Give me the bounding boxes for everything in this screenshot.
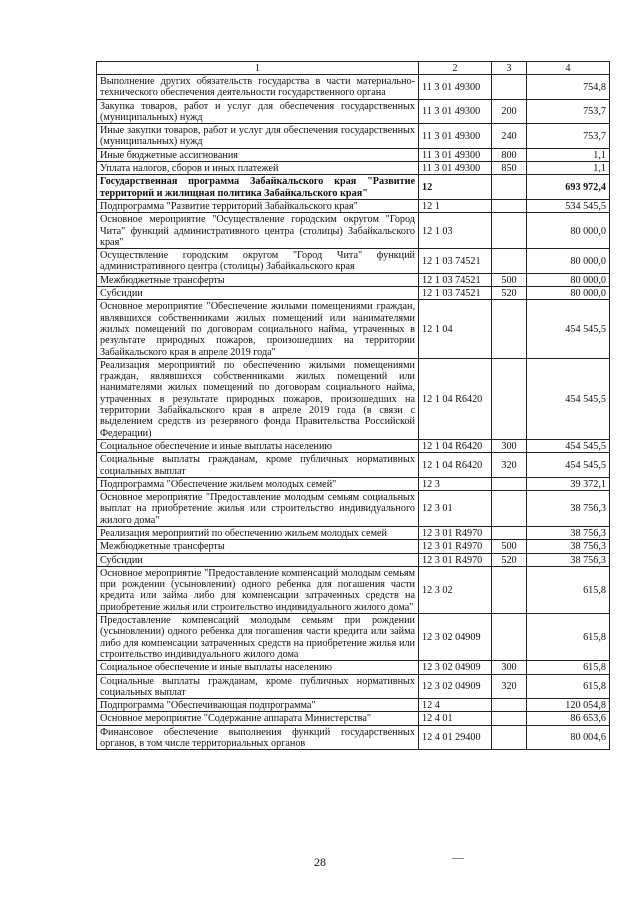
table-row	[97, 273, 610, 286]
header-row	[97, 62, 610, 75]
row-amount-cell: 86 653,6	[527, 712, 610, 725]
table-row	[97, 99, 610, 124]
row-type-cell	[492, 175, 527, 200]
row-type-cell	[492, 491, 527, 527]
row-name-cell: Выполнение других обязательств государства в части материально-технического обеспечения деятельности государственного органа	[97, 75, 419, 100]
row-type-cell	[492, 358, 527, 439]
header-col-1: 1	[97, 62, 419, 75]
header-col-4: 4	[527, 62, 610, 75]
row-name-cell: Субсидии	[97, 287, 419, 300]
row-type-cell: 850	[492, 162, 527, 175]
row-code-cell: 12 1 03	[419, 213, 492, 249]
row-type-cell: 520	[492, 553, 527, 566]
row-code-cell: 11 3 01 49300	[419, 75, 492, 100]
row-code-cell: 12 1	[419, 199, 492, 212]
row-type-cell	[492, 725, 527, 750]
row-amount-cell: 753,7	[527, 99, 610, 124]
row-type-cell: 300	[492, 439, 527, 452]
row-code-cell: 12 4 01	[419, 712, 492, 725]
row-type-cell: 200	[492, 99, 527, 124]
row-amount-cell: 615,8	[527, 661, 610, 674]
row-type-cell	[492, 213, 527, 249]
row-amount-cell: 754,8	[527, 75, 610, 100]
table-row	[97, 477, 610, 490]
row-name-cell: Подпрограмма "Развитие территорий Забайкальского края"	[97, 199, 419, 212]
table-row	[97, 358, 610, 439]
row-type-cell	[492, 614, 527, 661]
row-code-cell: 12 3 01 R4970	[419, 553, 492, 566]
row-name-cell: Субсидии	[97, 553, 419, 566]
row-amount-cell: 615,8	[527, 566, 610, 613]
row-name-cell: Реализация мероприятий по обеспечению жилыми помещениями граждан, являвшихся собственниками жилых помещений или нанимателями жилых помещений по договорам социального найма, утраченных в результате природных пожаров, произошедших на территории Забайкальского края в апреле 2019 года (в связи с выделением средств из резервного фонда Правительства Российской Федерации)	[97, 358, 419, 439]
table-row	[97, 148, 610, 161]
row-type-cell: 300	[492, 661, 527, 674]
row-code-cell: 12 1 03 74521	[419, 249, 492, 274]
row-code-cell: 11 3 01 49300	[419, 148, 492, 161]
row-type-cell	[492, 300, 527, 358]
row-code-cell: 12 4 01 29400	[419, 725, 492, 750]
table-row	[97, 439, 610, 452]
budget-table-body	[97, 62, 610, 750]
row-name-cell: Социальные выплаты гражданам, кроме публичных нормативных социальных выплат	[97, 674, 419, 699]
row-amount-cell: 1,1	[527, 148, 610, 161]
row-amount-cell: 38 756,3	[527, 526, 610, 539]
row-amount-cell: 454 545,5	[527, 439, 610, 452]
table-row	[97, 75, 610, 100]
row-name-cell: Иные закупки товаров, работ и услуг для обеспечения государственных (муниципальных) нужд	[97, 124, 419, 149]
row-type-cell	[492, 249, 527, 274]
row-name-cell: Закупка товаров, работ и услуг для обеспечения государственных (муниципальных) нужд	[97, 99, 419, 124]
row-amount-cell: 38 756,3	[527, 491, 610, 527]
row-type-cell	[492, 699, 527, 712]
row-amount-cell: 80 000,0	[527, 273, 610, 286]
budget-table	[96, 61, 610, 750]
row-name-cell: Межбюджетные трансферты	[97, 273, 419, 286]
table-row	[97, 175, 610, 200]
row-name-cell: Уплата налогов, сборов и иных платежей	[97, 162, 419, 175]
row-name-cell: Осуществление городским округом "Город Чита" функций административного центра (столицы) Забайкальского края	[97, 249, 419, 274]
row-name-cell: Подпрограмма "Обеспечение жильем молодых семей"	[97, 477, 419, 490]
row-code-cell: 12 1 04 R6420	[419, 453, 492, 478]
row-name-cell: Государственная программа Забайкальского края "Развитие территорий и жилищная политика Забайкальского края"	[97, 175, 419, 200]
row-amount-cell: 753,7	[527, 124, 610, 149]
row-code-cell: 12 3 02 04909	[419, 674, 492, 699]
row-code-cell: 12 1 04 R6420	[419, 358, 492, 439]
row-type-cell: 320	[492, 674, 527, 699]
scan-mark	[452, 858, 464, 859]
row-name-cell: Социальные выплаты гражданам, кроме публичных нормативных социальных выплат	[97, 453, 419, 478]
row-amount-cell: 80 000,0	[527, 287, 610, 300]
row-code-cell: 11 3 01 49300	[419, 99, 492, 124]
row-code-cell: 12 1 04 R6420	[419, 439, 492, 452]
row-code-cell: 12 3	[419, 477, 492, 490]
row-type-cell: 800	[492, 148, 527, 161]
row-name-cell: Социальное обеспечение и иные выплаты населению	[97, 661, 419, 674]
row-amount-cell: 615,8	[527, 674, 610, 699]
header-col-2: 2	[419, 62, 492, 75]
row-type-cell	[492, 477, 527, 490]
table-row	[97, 124, 610, 149]
row-name-cell: Реализация мероприятий по обеспечению жильем молодых семей	[97, 526, 419, 539]
table-row	[97, 453, 610, 478]
row-amount-cell: 454 545,5	[527, 358, 610, 439]
row-type-cell: 320	[492, 453, 527, 478]
row-code-cell: 12 1 03 74521	[419, 287, 492, 300]
row-amount-cell: 80 000,0	[527, 249, 610, 274]
table-row	[97, 566, 610, 613]
row-amount-cell: 1,1	[527, 162, 610, 175]
row-code-cell: 12 3 02 04909	[419, 661, 492, 674]
table-row	[97, 699, 610, 712]
table-row	[97, 199, 610, 212]
row-name-cell: Подпрограмма "Обеспечивающая подпрограмма"	[97, 699, 419, 712]
row-name-cell: Предоставление компенсаций молодым семьям при рождении (усыновлении) одного ребенка для погашения части кредита или займа либо для компенсации затраченных средств на приобретение жилья или строительство индивидуального жилого дома	[97, 614, 419, 661]
row-type-cell	[492, 712, 527, 725]
row-amount-cell: 39 372,1	[527, 477, 610, 490]
row-code-cell: 12 3 01 R4970	[419, 526, 492, 539]
header-col-3: 3	[492, 62, 527, 75]
row-name-cell: Финансовое обеспечение выполнения функций государственных органов, в том числе территориальных органов	[97, 725, 419, 750]
table-row	[97, 553, 610, 566]
row-code-cell: 12 3 02	[419, 566, 492, 613]
row-type-cell	[492, 75, 527, 100]
table-row	[97, 213, 610, 249]
table-row	[97, 249, 610, 274]
row-type-cell: 500	[492, 540, 527, 553]
row-code-cell: 12 1 03 74521	[419, 273, 492, 286]
row-amount-cell: 80 000,0	[527, 213, 610, 249]
table-row	[97, 725, 610, 750]
row-amount-cell: 80 004,6	[527, 725, 610, 750]
row-type-cell: 240	[492, 124, 527, 149]
row-code-cell: 12 1 04	[419, 300, 492, 358]
row-name-cell: Межбюджетные трансферты	[97, 540, 419, 553]
table-row	[97, 614, 610, 661]
row-amount-cell: 38 756,3	[527, 540, 610, 553]
table-row	[97, 162, 610, 175]
row-amount-cell: 693 972,4	[527, 175, 610, 200]
row-amount-cell: 38 756,3	[527, 553, 610, 566]
row-code-cell: 11 3 01 49300	[419, 162, 492, 175]
row-name-cell: Иные бюджетные ассигнования	[97, 148, 419, 161]
row-amount-cell: 534 545,5	[527, 199, 610, 212]
row-type-cell	[492, 566, 527, 613]
row-code-cell: 12 3 01	[419, 491, 492, 527]
row-code-cell: 12 3 01 R4970	[419, 540, 492, 553]
row-amount-cell: 454 545,5	[527, 453, 610, 478]
row-type-cell: 520	[492, 287, 527, 300]
row-amount-cell: 454 545,5	[527, 300, 610, 358]
row-code-cell: 12 3 02 04909	[419, 614, 492, 661]
row-code-cell: 11 3 01 49300	[419, 124, 492, 149]
row-name-cell: Основное мероприятие "Предоставление молодым семьям социальных выплат на приобретение жилья или строительство индивидуального жилого дома"	[97, 491, 419, 527]
row-amount-cell: 120 054,8	[527, 699, 610, 712]
table-row	[97, 674, 610, 699]
table-row	[97, 300, 610, 358]
row-code-cell: 12	[419, 175, 492, 200]
row-code-cell: 12 4	[419, 699, 492, 712]
row-name-cell: Социальное обеспечение и иные выплаты населению	[97, 439, 419, 452]
table-row	[97, 491, 610, 527]
table-row	[97, 540, 610, 553]
row-type-cell	[492, 199, 527, 212]
row-name-cell: Основное мероприятие "Предоставление компенсаций молодым семьям при рождении (усыновлении) одного ребенка для погашения части кредита или займа либо для компенсации затраченных средств на приобретение жилья или строительство индивидуального жилого дома"	[97, 566, 419, 613]
row-name-cell: Основное мероприятие "Обеспечение жилыми помещениями граждан, являвшихся собственниками жилых помещений или нанимателями жилых помещений по договорам социального найма, утраченных в результате природных пожаров, произошедших на территории Забайкальского края в апреле 2019 года"	[97, 300, 419, 358]
table-row	[97, 287, 610, 300]
row-name-cell: Основное мероприятие "Содержание аппарата Министерства"	[97, 712, 419, 725]
row-type-cell: 500	[492, 273, 527, 286]
row-type-cell	[492, 526, 527, 539]
table-row	[97, 661, 610, 674]
page-number: 28	[314, 855, 326, 869]
row-name-cell: Основное мероприятие "Осуществление городским округом "Город Чита" функций административного центра (столицы) Забайкальского края"	[97, 213, 419, 249]
table-row	[97, 526, 610, 539]
row-amount-cell: 615,8	[527, 614, 610, 661]
table-row	[97, 712, 610, 725]
